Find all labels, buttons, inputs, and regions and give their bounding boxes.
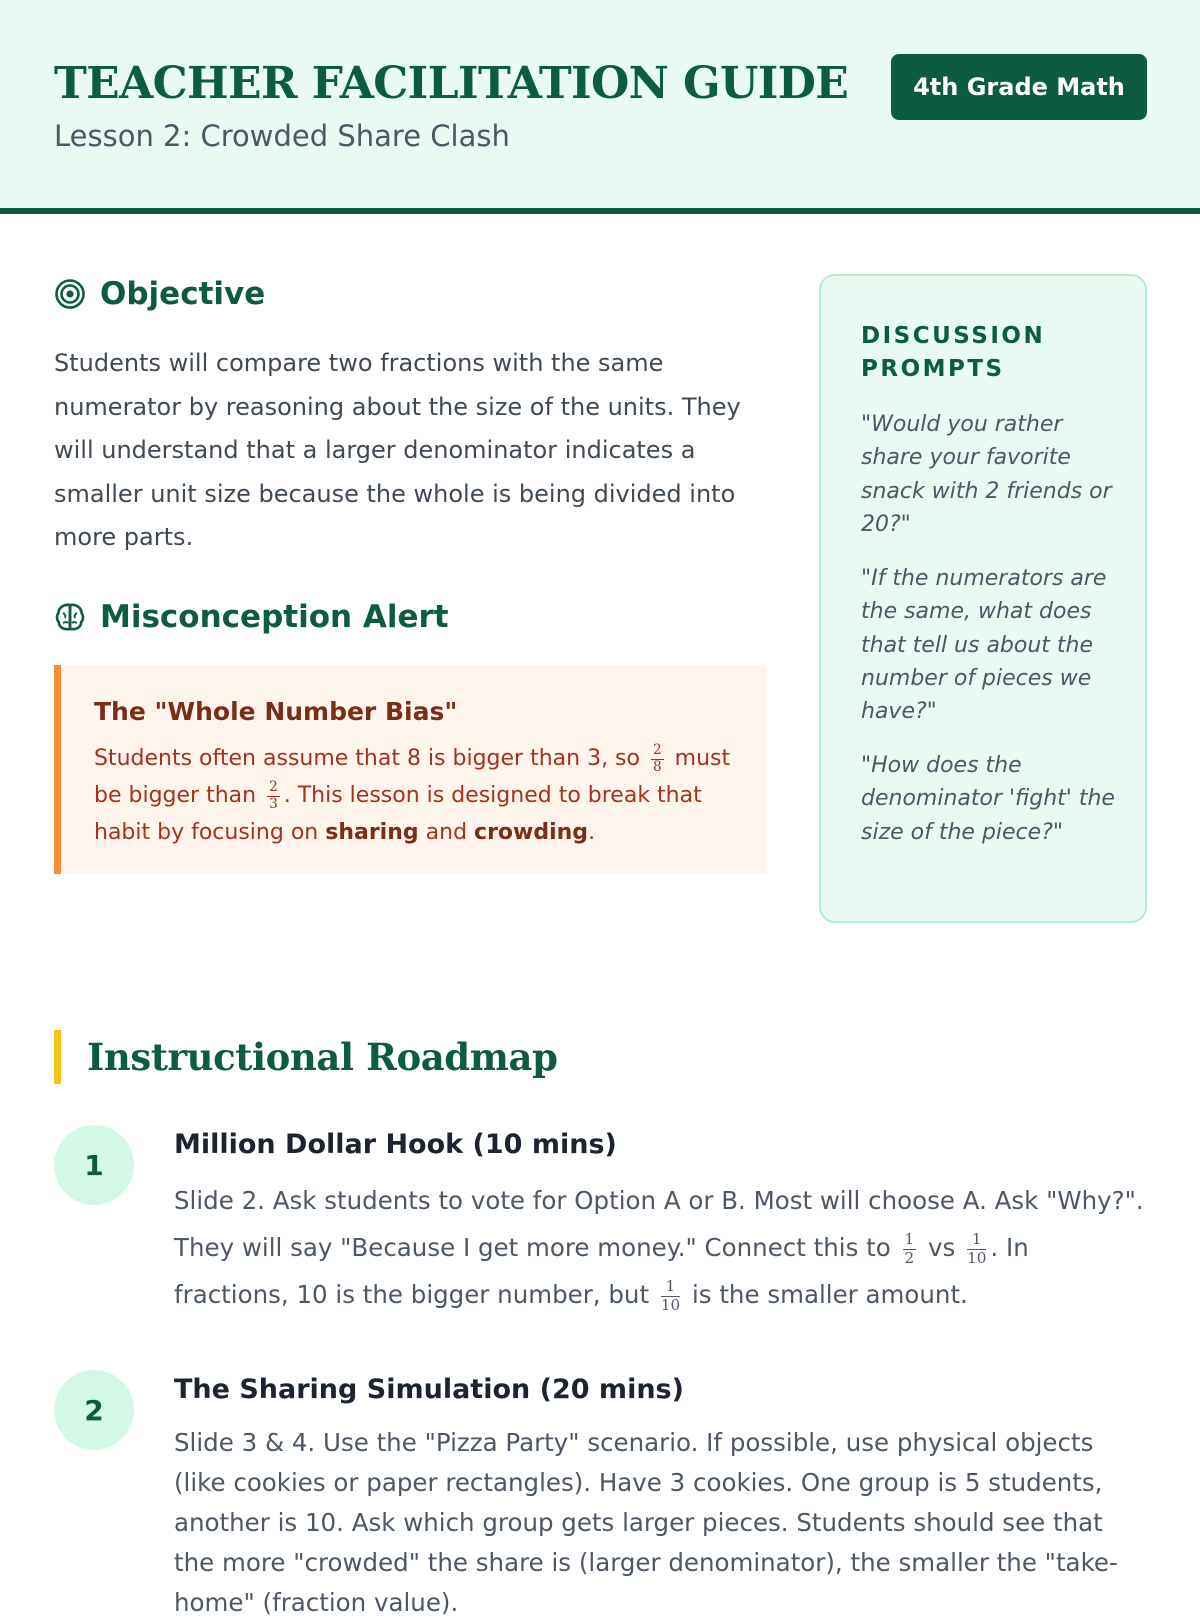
fraction-numerator: 1 <box>904 1230 915 1249</box>
page-header <box>0 0 1200 214</box>
alert-bold-sharing: sharing <box>325 820 419 845</box>
alert-text <box>94 740 754 851</box>
roadmap-heading: Instructional Roadmap <box>87 1035 558 1079</box>
objective-text: Students will compare two fractions with the same numerator by reasoning about the size of the units. They will understand that a larger denominator indicates a smaller unit size because the whole is being divided into more parts. <box>54 349 741 551</box>
step-text-part: is the smaller amount. <box>691 1280 968 1309</box>
fraction <box>661 1279 680 1312</box>
misconception-alert-box <box>54 665 766 874</box>
step-text-part: . In fractions, 10 is the bigger number, but <box>174 1233 1029 1309</box>
misconception-heading <box>54 599 449 635</box>
fraction-denominator: 8 <box>652 758 662 775</box>
discussion-prompt: "If the numerators are the same, what does that tell us about the number of pieces we have?" <box>861 566 1107 725</box>
fraction-numerator: 2 <box>652 741 662 758</box>
fraction-denominator: 3 <box>269 795 278 812</box>
fraction-numerator: 1 <box>661 1279 680 1296</box>
alert-text-part: . <box>588 820 596 845</box>
step-title: The Sharing Simulation (20 mins) <box>174 1374 684 1405</box>
fraction-denominator: 10 <box>660 1295 681 1314</box>
lesson-subtitle: Lesson 2: Crowded Share Clash <box>54 119 510 153</box>
step-text-part: Slide 2. Ask students to vote for Option A or B. Most will choose A. Ask "Why?". They will say "Because I get more money." Connect this to <box>174 1186 1144 1262</box>
discussion-heading: DISCUSSION PROMPTS <box>861 323 1046 382</box>
brain-icon <box>54 601 86 633</box>
fraction-denominator: 2 <box>904 1248 915 1267</box>
fraction-denominator: 10 <box>967 1248 987 1267</box>
alert-bold-crowding: crowding <box>474 820 589 845</box>
objective-heading <box>54 276 265 312</box>
grade-badge: 4th Grade Math <box>891 54 1147 120</box>
fraction-numerator: 1 <box>967 1232 986 1249</box>
discussion-prompt: "How does the denominator 'fight' the size of the piece?" <box>861 753 1115 845</box>
alert-text-part: must be bigger than <box>94 746 731 808</box>
step-title: Million Dollar Hook (10 mins) <box>174 1129 617 1160</box>
alert-text-part: . This lesson is designed to break that habit by focusing on <box>94 783 702 845</box>
discussion-prompts-card <box>819 274 1147 923</box>
alert-text-part: and <box>425 820 468 845</box>
fraction <box>967 1232 986 1265</box>
page-title: TEACHER FACILITATION GUIDE <box>54 58 849 109</box>
alert-title: The "Whole Number Bias" <box>94 697 458 726</box>
fraction-numerator: 2 <box>269 778 278 795</box>
alert-text-part: Students often assume that 8 is bigger than 3, so <box>94 746 640 771</box>
step-text <box>174 1177 1150 1318</box>
target-icon <box>54 278 86 310</box>
fraction <box>267 778 280 812</box>
roadmap-accent-bar <box>54 1030 61 1084</box>
step-number-badge: 2 <box>54 1370 134 1450</box>
fraction <box>903 1232 917 1265</box>
step-text-part: vs <box>928 1233 956 1262</box>
step-number-badge: 1 <box>54 1125 134 1205</box>
misconception-heading-label: Misconception Alert <box>100 599 449 635</box>
discussion-prompt: "Would you rather share your favorite snack with 2 friends or 20?" <box>861 412 1112 537</box>
objective-heading-label: Objective <box>100 276 266 312</box>
step-text: Slide 3 & 4. Use the "Pizza Party" scenario. If possible, use physical objects (like cookies or paper rectangles). Have 3 cookies. One group is 5 students, another is 10. Ask which group gets larger pieces. Students should see that the more "crowded" the share is (larger denominator), the smaller the "take-home" (fraction value). <box>174 1428 1118 1617</box>
fraction <box>651 741 664 775</box>
